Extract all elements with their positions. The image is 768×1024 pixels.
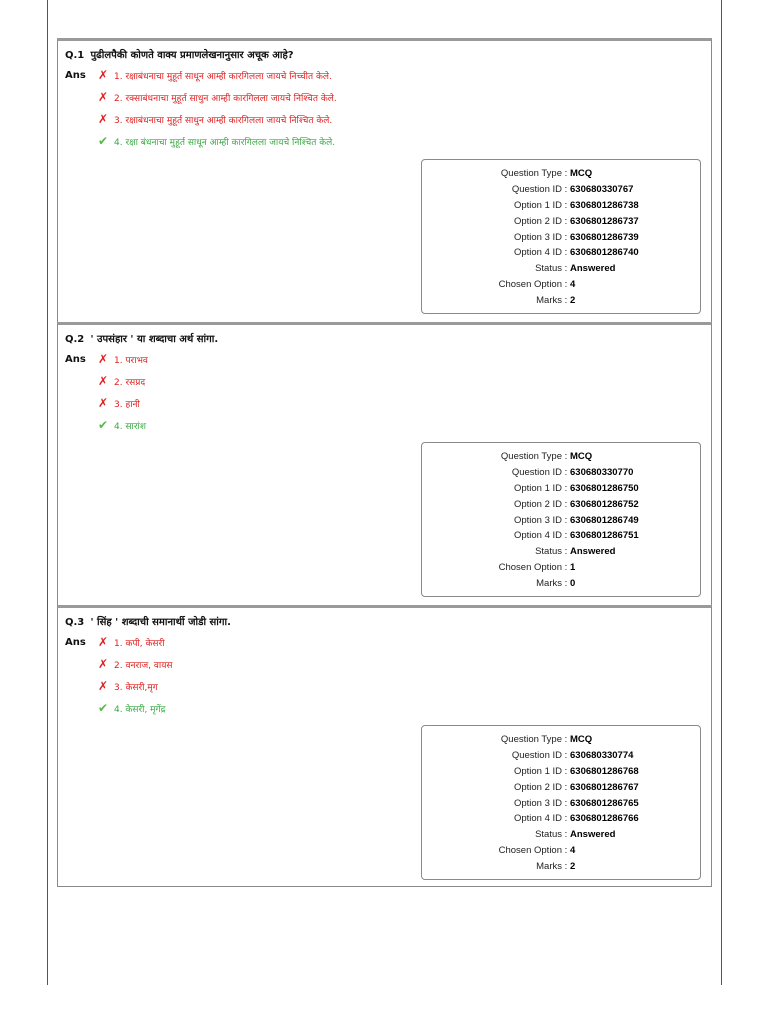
option-text: 1. कपी, केसरी [114, 638, 165, 649]
detail-status: Status : Answered [535, 546, 616, 558]
answer-label: Ans [65, 70, 86, 81]
cross-icon: ✗ [98, 68, 109, 82]
detail-question-type: Question Type : MCQ [500, 168, 593, 180]
detail-chosen-option: Chosen Option : 4 [498, 278, 576, 290]
question-line [65, 331, 218, 345]
question-text: ' सिंह ' शब्दाची समानार्थी जोडी सांगा. [90, 617, 231, 628]
option-4 [98, 701, 165, 715]
detail-status: Status : Answered [535, 829, 616, 841]
detail-option2-id: Option 2 ID : 6306801286737 [513, 215, 639, 227]
option-1 [98, 352, 148, 366]
detail-marks: Marks : 2 [536, 860, 576, 872]
detail-marks: Marks : 2 [536, 294, 576, 306]
detail-option4-id: Option 4 ID : 6306801286740 [513, 247, 639, 259]
detail-question-id: Question ID : 630680330767 [511, 184, 634, 196]
option-1 [98, 68, 332, 82]
question-panel-3 [57, 605, 712, 887]
detail-option3-id: Option 3 ID : 6306801286765 [513, 797, 639, 809]
option-text: 4. रक्षा बंधनाचा मुहूर्त साधून आम्ही कारगिलला जायचे निश्चित केले. [114, 137, 336, 148]
option-text: 1. रक्षाबंधनाचा मुहूर्त साधून आम्ही कारगिलला जायचे निच्चीत केले. [114, 71, 332, 82]
option-1 [98, 635, 165, 649]
option-2 [98, 657, 173, 671]
detail-option4-id: Option 4 ID : 6306801286751 [513, 530, 639, 542]
cross-icon: ✗ [98, 90, 109, 104]
option-text: 2. रसप्रद [114, 377, 146, 388]
question-number: Q.2 [65, 334, 85, 345]
detail-option2-id: Option 2 ID : 6306801286767 [513, 781, 639, 793]
option-text: 2. वनराज, वायस [114, 660, 173, 671]
cross-icon: ✗ [98, 657, 109, 671]
question-number: Q.1 [65, 50, 85, 61]
question-details-box [421, 442, 701, 597]
detail-option1-id: Option 1 ID : 6306801286768 [513, 765, 639, 777]
cross-icon: ✗ [98, 396, 109, 410]
option-text: 3. रक्षाबंधनाचा मुहूर्त साधुन आम्ही कारगिलला जायचे निश्चित केले. [114, 115, 333, 126]
option-3 [98, 679, 158, 693]
detail-question-type: Question Type : MCQ [500, 734, 593, 746]
question-panel-1 [57, 38, 712, 323]
option-3 [98, 112, 332, 126]
check-icon: ✔ [98, 701, 109, 715]
detail-option1-id: Option 1 ID : 6306801286738 [513, 199, 639, 211]
detail-question-type: Question Type : MCQ [500, 451, 593, 463]
check-icon: ✔ [98, 418, 109, 432]
answer-label: Ans [65, 354, 86, 365]
detail-chosen-option: Chosen Option : 1 [498, 561, 576, 573]
option-3 [98, 396, 140, 410]
cross-icon: ✗ [98, 635, 109, 649]
detail-option2-id: Option 2 ID : 6306801286752 [513, 498, 639, 510]
question-details-box [421, 159, 701, 314]
cross-icon: ✗ [98, 374, 109, 388]
detail-question-id: Question ID : 630680330770 [511, 467, 634, 479]
answer-label: Ans [65, 637, 86, 648]
question-details-box [421, 725, 701, 880]
check-icon: ✔ [98, 134, 109, 148]
option-text: 2. रक्साबंधनाचा मुहूर्त साधुन आम्ही कारगिलला जायचे निश्चित केले. [114, 93, 337, 104]
detail-chosen-option: Chosen Option : 4 [498, 844, 576, 856]
option-4 [98, 418, 146, 432]
cross-icon: ✗ [98, 679, 109, 693]
question-number: Q.3 [65, 617, 85, 628]
page-right-rule [721, 0, 722, 985]
question-text: ' उपसंहार ' या शब्दाचा अर्थ सांगा. [90, 334, 219, 345]
detail-option3-id: Option 3 ID : 6306801286739 [513, 231, 639, 243]
detail-option4-id: Option 4 ID : 6306801286766 [513, 813, 639, 825]
option-2 [98, 374, 145, 388]
option-text: 4. सारांश [114, 421, 146, 432]
question-text: पुढीलपैकी कोणते वाक्य प्रमाणलेखनानुसार अचूक आहे? [90, 50, 294, 61]
option-2 [98, 90, 337, 104]
detail-question-id: Question ID : 630680330774 [511, 750, 634, 762]
option-4 [98, 134, 335, 148]
detail-option1-id: Option 1 ID : 6306801286750 [513, 482, 639, 494]
question-panel-2 [57, 322, 712, 606]
question-line [65, 614, 231, 628]
detail-marks: Marks : 0 [536, 577, 576, 589]
cross-icon: ✗ [98, 352, 109, 366]
page-left-rule [47, 0, 48, 985]
detail-option3-id: Option 3 ID : 6306801286749 [513, 514, 639, 526]
option-text: 3. केसरी,मृग [114, 682, 158, 693]
option-text: 1. पराभव [114, 355, 148, 366]
cross-icon: ✗ [98, 112, 109, 126]
detail-status: Status : Answered [535, 263, 616, 275]
option-text: 4. केसरी, मृगेंद्र [114, 704, 166, 715]
question-line [65, 47, 294, 61]
option-text: 3. हानी [114, 399, 140, 410]
